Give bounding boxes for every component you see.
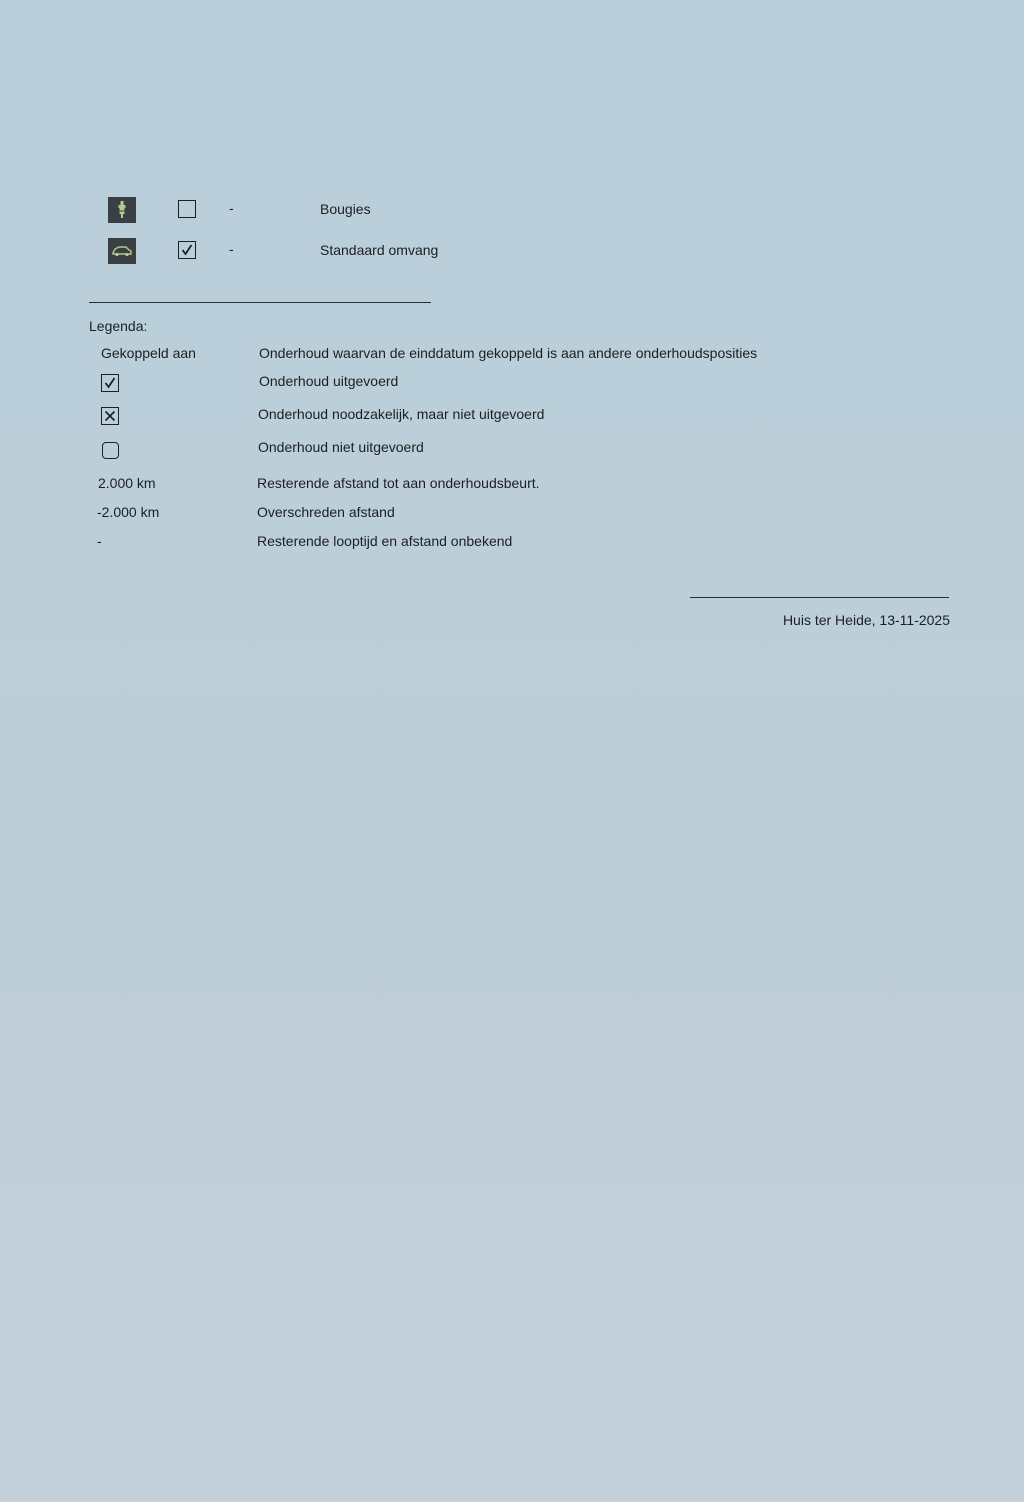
legend-row xyxy=(0,475,900,499)
legend-row xyxy=(0,504,900,528)
empty-box-icon xyxy=(102,442,119,459)
service-item-standaard-omvang xyxy=(0,238,600,264)
signature-line xyxy=(690,597,949,598)
service-item-label: Bougies xyxy=(320,201,371,217)
spark-plug-icon xyxy=(108,197,136,223)
service-item-bougies xyxy=(0,197,600,223)
legend-row xyxy=(0,345,900,369)
legend-description: Onderhoud uitgevoerd xyxy=(259,373,399,389)
legend-key: - xyxy=(97,533,102,549)
legend-description: Onderhoud noodzakelijk, maar niet uitgevoerd xyxy=(258,406,545,422)
check-icon xyxy=(180,243,194,257)
service-item-dash: - xyxy=(229,200,234,216)
section-divider xyxy=(89,302,431,303)
legend-description: Onderhoud niet uitgevoerd xyxy=(258,439,424,455)
legend-row xyxy=(0,533,900,557)
status-checkbox-empty xyxy=(178,200,196,218)
legend-description: Resterende looptijd en afstand onbekend xyxy=(257,533,513,549)
legend-title: Legenda: xyxy=(89,318,148,334)
service-item-label: Standaard omvang xyxy=(320,242,439,258)
checked-box-icon xyxy=(101,374,119,392)
service-item-dash: - xyxy=(229,241,234,257)
legend-description: Onderhoud waarvan de einddatum gekoppeld is aan andere onderhoudsposities xyxy=(259,345,758,361)
legend-row xyxy=(0,406,900,430)
legend-key: 2.000 km xyxy=(98,475,156,491)
legend-row xyxy=(0,373,900,397)
car-service-icon xyxy=(108,238,136,264)
place-date: Huis ter Heide, 13-11-2025 xyxy=(782,612,950,628)
status-checkbox-checked xyxy=(178,241,196,259)
legend-key: Gekoppeld aan xyxy=(101,345,196,361)
legend-description: Overschreden afstand xyxy=(257,504,395,520)
crossed-box-icon xyxy=(101,407,119,425)
legend-description: Resterende afstand tot aan onderhoudsbeurt. xyxy=(257,475,540,491)
legend-row xyxy=(0,439,900,463)
legend-key: -2.000 km xyxy=(97,504,160,520)
